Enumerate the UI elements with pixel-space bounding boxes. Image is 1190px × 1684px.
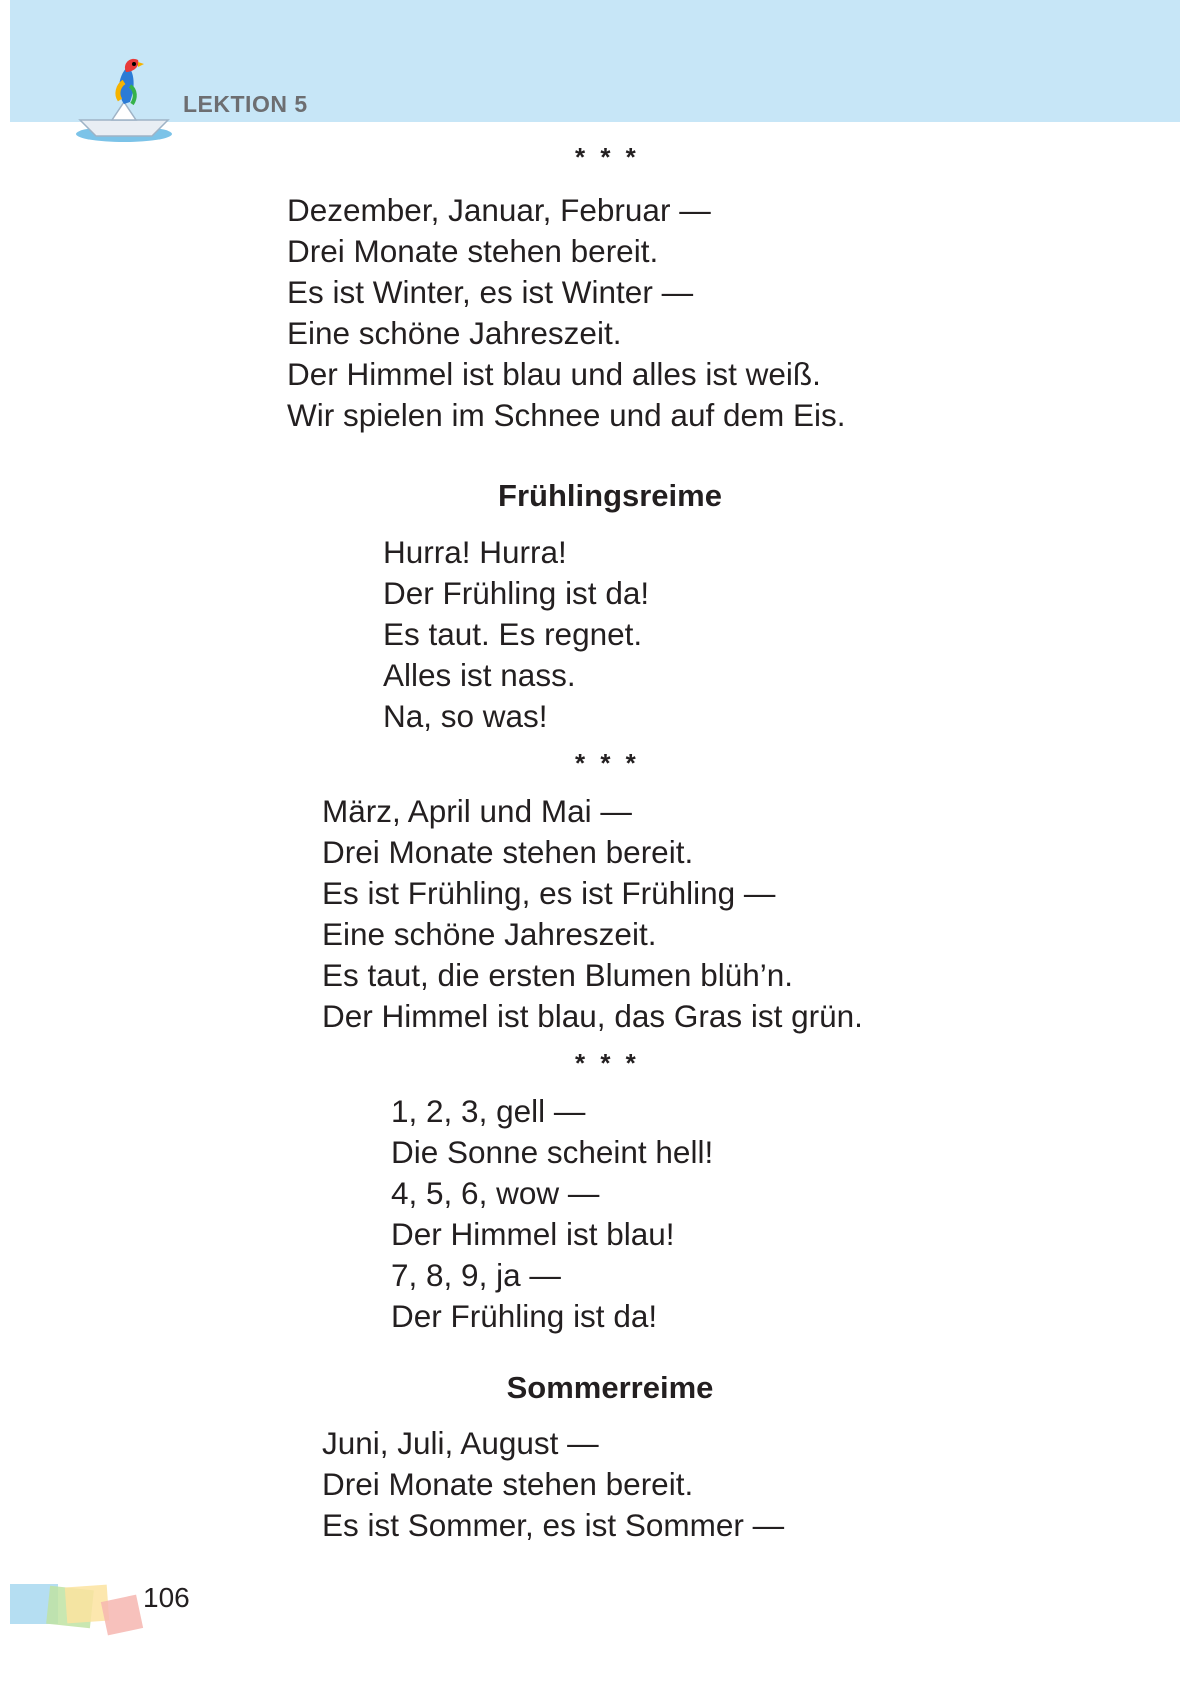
poem-line: Wir spielen im Schnee und auf dem Eis.	[287, 397, 846, 433]
poem-line: 7, 8, 9, ja —	[391, 1257, 561, 1293]
poem-line: Der Himmel ist blau, das Gras ist grün.	[322, 998, 863, 1034]
stanza-separator: * * *	[575, 748, 640, 778]
corner-decoration	[8, 1578, 148, 1638]
poem-line: März, April und Mai —	[322, 793, 632, 829]
poem-line: Na, so was!	[383, 698, 548, 734]
poem-line: Dezember, Januar, Februar —	[287, 192, 711, 228]
spring-rhyme-2	[322, 791, 863, 1037]
poem-line: Es ist Frühling, es ist Frühling —	[322, 875, 776, 911]
poem-line: Es taut. Es regnet.	[383, 616, 643, 652]
poem-line: Hurra! Hurra!	[383, 534, 567, 570]
poem-line: Der Frühling ist da!	[391, 1298, 658, 1334]
poem-line: 1, 2, 3, gell —	[391, 1093, 586, 1129]
stanza-separator: * * *	[575, 1048, 640, 1078]
poem-line: Eine schöne Jahreszeit.	[322, 916, 657, 952]
summer-heading: Sommerreime	[506, 1370, 714, 1405]
poem-line: Der Himmel ist blau!	[391, 1216, 675, 1252]
poem-line: 4, 5, 6, wow —	[391, 1175, 600, 1211]
poem-line: Es taut, die ersten Blumen blüh’n.	[322, 957, 794, 993]
stanza-separator: * * *	[575, 142, 640, 172]
poem-line: Drei Monate stehen bereit.	[322, 1466, 694, 1502]
poem-line: Es ist Winter, es ist Winter —	[287, 274, 694, 310]
poem-line: Der Himmel ist blau und alles ist weiß.	[287, 356, 821, 392]
spring-rhyme-1	[383, 532, 649, 737]
poem-line: Es ist Sommer, es ist Sommer —	[322, 1507, 785, 1543]
poem-line: Der Frühling ist da!	[383, 575, 650, 611]
lesson-label: LEKTION 5	[183, 91, 308, 117]
poem-line: Drei Monate stehen bereit.	[287, 233, 659, 269]
poem-line: Die Sonne scheint hell!	[391, 1134, 714, 1170]
poem-line: Juni, Juli, August —	[322, 1425, 599, 1461]
summer-stanza	[322, 1423, 784, 1546]
poem-line: Drei Monate stehen bereit.	[322, 834, 694, 870]
poem-line: Alles ist nass.	[383, 657, 576, 693]
winter-stanza	[287, 190, 846, 436]
parrot-on-paper-boat-icon	[72, 52, 182, 147]
spring-heading: Frühlingsreime	[498, 478, 722, 513]
spring-rhyme-3	[391, 1091, 713, 1337]
poem-line: Eine schöne Jahreszeit.	[287, 315, 622, 351]
page-number: 106	[143, 1582, 190, 1613]
